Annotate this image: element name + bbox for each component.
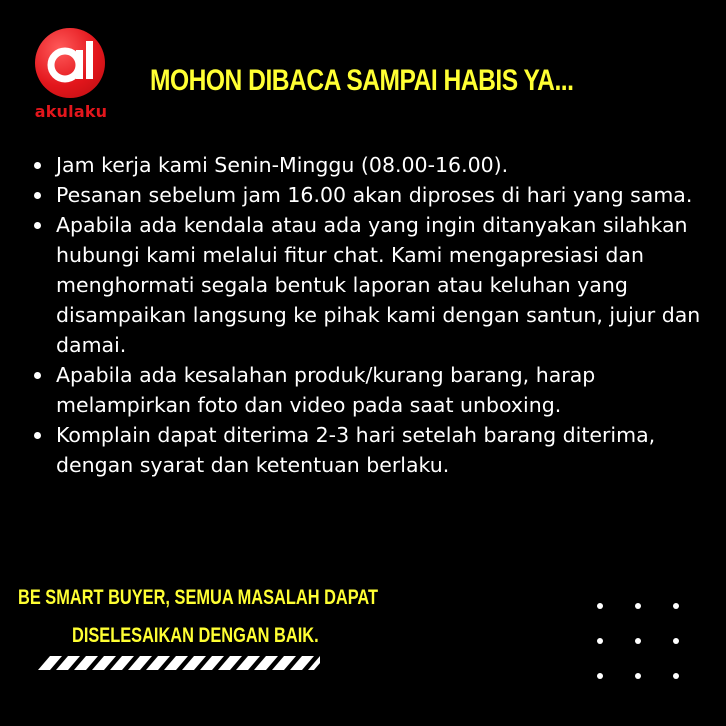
rule-text: Pesanan sebelum jam 16.00 akan diproses di hari yang sama. [56,183,693,207]
dot-icon [597,603,603,609]
bullet-icon [34,372,41,379]
bullet-icon [34,192,41,199]
bullet-icon [34,222,41,229]
dot-icon [597,638,603,644]
rule-text: Apabila ada kesalahan produk/kurang barang, harap melampirkan foto dan video pada saat unboxing. [56,363,596,417]
dot-icon [635,603,641,609]
akulaku-logo [28,28,114,124]
dot-icon [635,673,641,679]
dot-icon [673,638,679,644]
page-title: MOHON DIBACA SAMPAI HABIS YA... [150,64,574,97]
hazard-stripes-decoration [32,656,320,670]
list-item [34,420,704,480]
dot-icon [673,603,679,609]
logo-circle [35,28,105,98]
rule-text: Apabila ada kendala atau ada yang ingin ditanyakan silahkan hubungi kami melalui fitur chat. Kami mengapresiasi dan menghormati segala bentuk laporan atau keluhan yang disampaikan langsung ke pihak kami dengan santun, jujur dan damai. [56,213,701,357]
akulaku-mark-icon [35,28,105,98]
dot-grid-decoration [592,598,692,688]
bullet-icon [34,432,41,439]
rules-list [34,150,704,480]
list-item [34,210,704,360]
list-item [34,180,704,210]
rule-text: Komplain dapat diterima 2-3 hari setelah barang diterima, dengan syarat dan ketentuan berlaku. [56,423,656,477]
dot-icon [635,638,641,644]
dot-icon [597,673,603,679]
rule-text: Jam kerja kami Senin-Minggu (08.00-16.00). [56,153,509,177]
list-item [34,150,704,180]
footer-slogan-line1: BE SMART BUYER, SEMUA MASALAH DAPAT [18,586,379,609]
brand-name: akulaku [34,102,108,121]
bullet-icon [34,162,41,169]
list-item [34,360,704,420]
dot-icon [673,673,679,679]
footer-slogan-line2: DISELESAIKAN DENGAN BAIK. [72,624,319,647]
